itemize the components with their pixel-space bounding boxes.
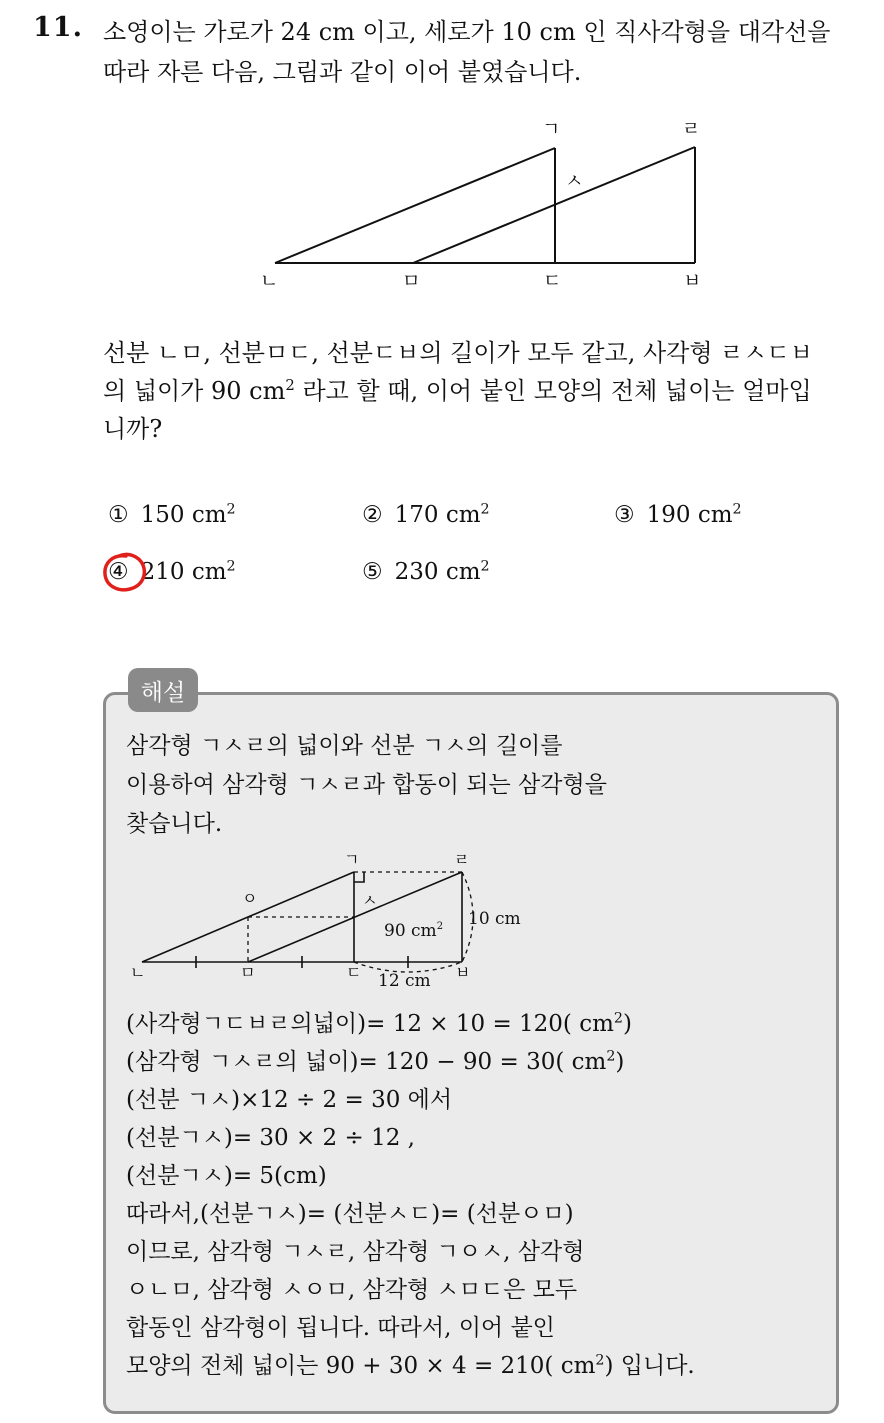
question-line-2: 따라 자른 다음, 그림과 같이 이어 붙였습니다. [103,58,582,86]
fig2-label-g: ㄱ [344,850,360,869]
fig2-base-label: 12 cm [378,971,431,991]
question-condition [103,334,873,448]
calc-line-2: (삼각형 ㄱㅅㄹ의 넓이)= 120 − 90 = 30( $cm^2$) [126,1048,625,1075]
fig2-label-n: ㄴ [130,963,146,982]
choice-3[interactable]: ③ 190 $cm^2$ [614,501,742,528]
question-line-1: 소영이는 가로가 24 cm 이고, 세로가 10 cm 인 직사각형을 대각선을 [103,18,831,46]
fig2-label-r: ㄹ [454,850,470,869]
explanation-tag: 해설 [128,668,198,712]
calc-line-4: (선분ㄱㅅ)= 30 × 2 ÷ 12 , [126,1125,415,1151]
fig2-label-o: ㅇ [242,889,258,908]
condition-line-2: 의 넓이가 90 $cm^2$ 라고 할 때, 이어 붙인 모양의 전체 넓이는 얼마입 [103,376,812,405]
fig2-label-d: ㄷ [346,963,362,982]
problem-figure [250,115,730,300]
condition-line-3: 니까? [103,415,163,443]
calc-line-7: 이므로, 삼각형 ㄱㅅㄹ, 삼각형 ㄱㅇㅅ, 삼각형 [126,1239,585,1265]
calc-line-3: (선분 ㄱㅅ)×12 ÷ 2 = 30 에서 [126,1087,453,1113]
choice-2[interactable]: ② 170 $cm^2$ [362,501,490,528]
fig1-label-s: ㅅ [565,170,584,192]
choice-marker: ⑤ [362,559,383,585]
calc-line-6: 따라서,(선분ㄱㅅ)= (선분ㅅㄷ)= (선분ㅇㅁ) [126,1201,574,1227]
question-number: 11. [33,12,83,43]
question-text [103,12,873,92]
choice-marker: ① [108,502,129,528]
fig1-label-b: ㅂ [683,270,702,292]
intro-line-3: 찾습니다. [126,811,223,837]
choice-marker: ② [362,502,383,528]
calc-line-1: (사각형ㄱㄷㅂㄹ의넓이)= 12 × 10 = 120( $cm^2$) [126,1010,632,1037]
intro-line-1: 삼각형 ㄱㅅㄹ의 넓이와 선분 ㄱㅅ의 길이를 [126,733,563,759]
fig1-label-n: ㄴ [260,270,279,292]
condition-line-1: 선분 ㄴㅁ, 선분ㅁㄷ, 선분ㄷㅂ의 길이가 모두 같고, 사각형 ㄹㅅㄷㅂ [103,339,813,367]
fig2-height-label: 10 cm [468,909,521,929]
explanation-intro [126,727,607,844]
calc-line-5: (선분ㄱㅅ)= 5(cm) [126,1163,327,1189]
fig2-label-m: ㅁ [240,963,256,982]
calc-line-8: ㅇㄴㅁ, 삼각형 ㅅㅇㅁ, 삼각형 ㅅㅁㄷ은 모두 [126,1277,578,1303]
fig1-label-m: ㅁ [402,270,421,292]
choice-5[interactable]: ⑤ 230 $cm^2$ [362,558,490,585]
calc-line-9: 합동인 삼각형이 됩니다. 따라서, 이어 붙인 [126,1315,555,1341]
choice-4[interactable]: ④ 210 $cm^2$ [108,558,236,585]
calc-line-10: 모양의 전체 넓이는 90 + 30 × 4 = 210( $cm^2$) 입니다. [126,1352,695,1379]
explanation-figure [122,850,542,995]
fig1-diagonal-left [275,148,555,263]
fig2-area-label: 90 $cm^2$ [384,921,444,941]
fig2-right-angle-mark [354,872,364,882]
choice-marker: ④ [108,559,129,585]
intro-line-2: 이용하여 삼각형 ㄱㅅㄹ과 합동이 되는 삼각형을 [126,772,607,798]
fig1-label-r: ㄹ [682,118,701,140]
fig1-label-g: ㄱ [542,118,561,140]
fig2-label-s: ㅅ [362,891,378,910]
choice-1[interactable]: ① 150 $cm^2$ [108,501,236,528]
explanation-calculation [126,1005,695,1385]
fig2-label-b: ㅂ [455,963,471,982]
choice-marker: ③ [614,502,635,528]
fig1-label-d: ㄷ [543,270,562,292]
answer-circle-mark [100,548,152,596]
